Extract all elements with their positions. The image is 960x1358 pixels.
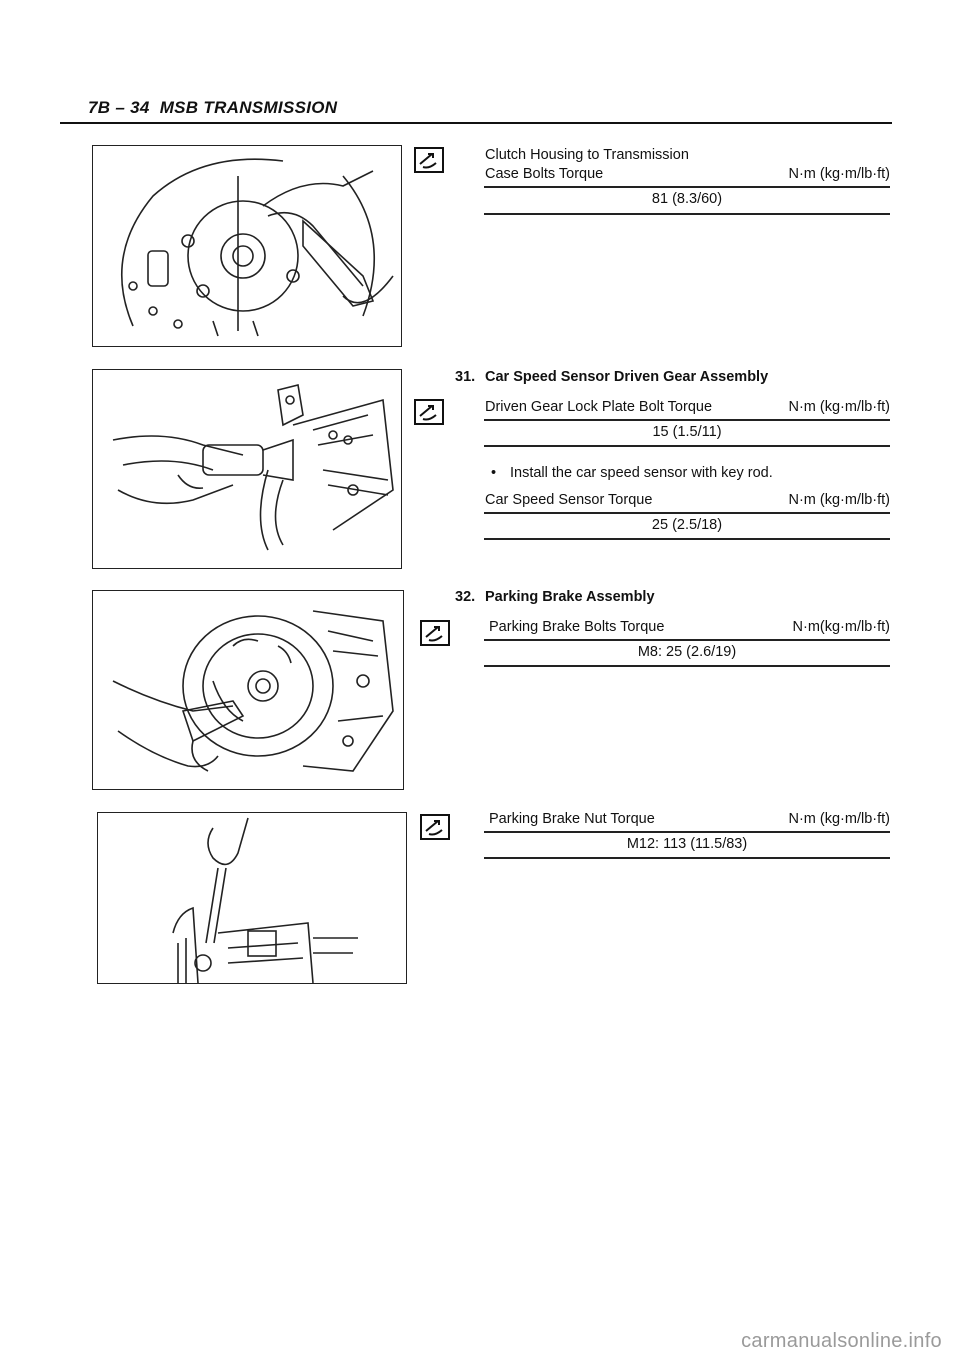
figure-parking-brake-nut [97, 812, 407, 984]
page-header [88, 98, 337, 118]
sensor-spec2-unit: N·m (kg·m/lb·ft) [788, 492, 890, 508]
step-31-number: 31. [455, 369, 476, 385]
spec-rule [484, 639, 890, 641]
torque-wrench-icon [414, 399, 444, 425]
step-31-title: Car Speed Sensor Driven Gear Assembly [485, 369, 769, 385]
spec-rule [484, 512, 890, 514]
clutch-spec-line2: Case Bolts Torque [485, 166, 604, 182]
spec-rule [484, 857, 890, 859]
sensor-spec1-unit: N·m (kg·m/lb·ft) [788, 399, 890, 415]
parking-spec2-unit: N·m (kg·m/lb·ft) [788, 811, 890, 827]
clutch-spec-line1: Clutch Housing to Transmission [485, 147, 689, 163]
spec-rule [484, 419, 890, 421]
spec-rule [484, 831, 890, 833]
sensor-note: Install the car speed sensor with key rod. [510, 465, 773, 481]
figure-speed-sensor [92, 369, 402, 569]
sensor-spec2-label: Car Speed Sensor Torque [485, 492, 653, 508]
spec-rule [484, 213, 890, 215]
torque-wrench-icon [414, 147, 444, 173]
parking-spec1-label: Parking Brake Bolts Torque [489, 619, 665, 635]
torque-wrench-icon [420, 620, 450, 646]
clutch-spec-value: 81 (8.3/60) [651, 191, 723, 207]
parking-spec2-value: M12: 113 (11.5/83) [626, 836, 748, 852]
spec-rule [484, 538, 890, 540]
step-32-number: 32. [455, 589, 476, 605]
clutch-spec-unit: N·m (kg·m/lb·ft) [788, 166, 890, 182]
parking-spec1-value: M8: 25 (2.6/19) [637, 644, 737, 660]
page-title: MSB TRANSMISSION [159, 98, 338, 117]
spec-rule [484, 665, 890, 667]
spec-rule [484, 445, 890, 447]
header-rule [60, 122, 892, 124]
bullet-icon: • [491, 465, 497, 481]
parking-spec2-label: Parking Brake Nut Torque [489, 811, 655, 827]
torque-wrench-icon [420, 814, 450, 840]
page-number: 7B – 34 [88, 98, 150, 117]
sensor-spec1-label: Driven Gear Lock Plate Bolt Torque [485, 399, 713, 415]
parking-spec1-unit: N·m(kg·m/lb·ft) [792, 619, 890, 635]
figure-clutch-housing [92, 145, 402, 347]
figure-parking-brake [92, 590, 404, 790]
watermark: carmanualsonline.info [741, 1330, 942, 1352]
spec-rule [484, 186, 890, 188]
step-32-title: Parking Brake Assembly [485, 589, 655, 605]
sensor-spec2-value: 25 (2.5/18) [651, 517, 723, 533]
sensor-spec1-value: 15 (1.5/11) [652, 424, 722, 440]
